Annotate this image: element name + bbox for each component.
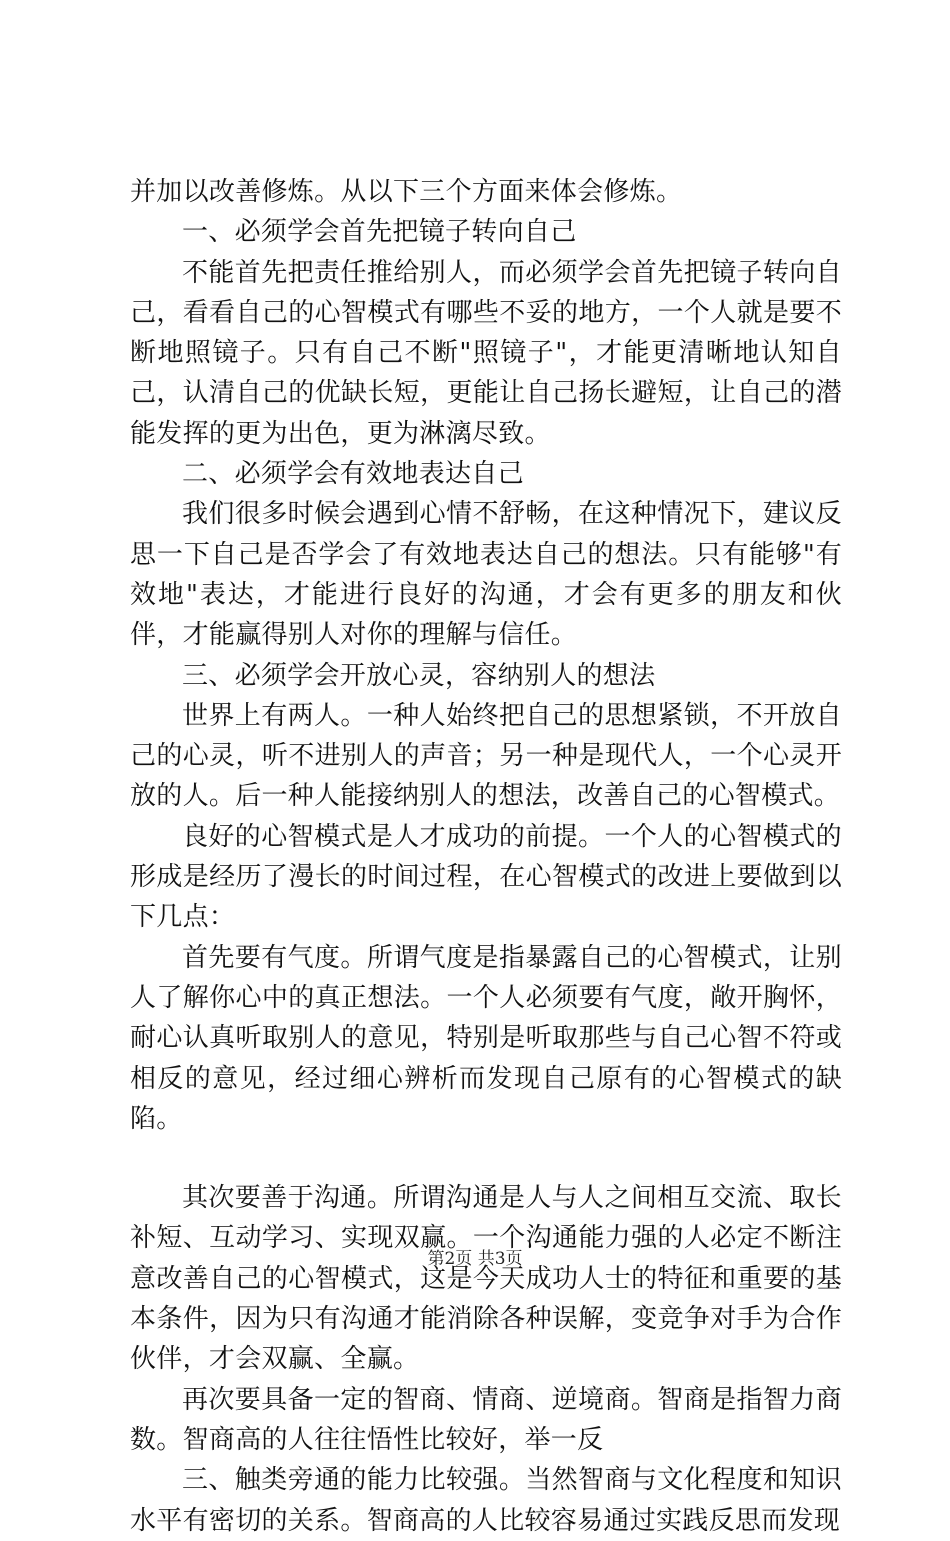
paragraph-continuation: 并加以改善修炼。从以下三个方面来体会修炼。 — [130, 177, 683, 207]
paragraph: 再次要具备一定的智商、情商、逆境商。智商是指智力商数。智商高的人往往悟性比较好，举一反 — [130, 1384, 842, 1455]
paragraph: 三、触类旁通的能力比较强。当然智商与文化程度和知识水平有密切的关系。智商高的人比较容易通过实践反思而发现 — [130, 1465, 842, 1536]
document-body — [130, 172, 842, 1541]
page-footer: 第2页 共3页 — [427, 1249, 523, 1269]
paragraph: 不能首先把责任推给别人，而必须学会首先把镜子转向自己，看看自己的心智模式有哪些不妥的地方，一个人就是要不断地照镜子。只有自己不断"照镜子"，才能更清晰地认知自己，认清自己的优缺长短，更能让自己扬长避短，让自己的潜能发挥的更为出色，更为淋漓尽致。 — [130, 257, 842, 449]
paragraph: 我们很多时候会遇到心情不舒畅，在这种情况下，建议反思一下自己是否学会了有效地表达自己的想法。只有能够"有效地"表达，才能进行良好的沟通，才会有更多的朋友和伙伴，才能赢得别人对你的理解与信任。 — [130, 499, 842, 651]
section-heading-1: 一、必须学会首先把镜子转向自己 — [182, 217, 577, 248]
section-heading-3: 三、必须学会开放心灵，容纳别人的想法 — [182, 660, 656, 691]
paragraph: 其次要善于沟通。所谓沟通是人与人之间相互交流、取长补短、互动学习、实现双赢。一个沟通能力强的人必定不断注意改善自己的心智模式，这是今天成功人士的特征和重要的基本条件，因为只有沟通才能消除各种误解，变竞争对手为合作伙伴，才会双赢、全赢。 — [130, 1183, 842, 1375]
paragraph: 首先要有气度。所谓气度是指暴露自己的心智模式，让别人了解你心中的真正想法。一个人必须要有气度，敞开胸怀，耐心认真听取别人的意见，特别是听取那些与自己心智不符或相反的意见，经过细心辨析而发现自己原有的心智模式的缺陷。 — [130, 942, 842, 1134]
section-heading-2: 二、必须学会有效地表达自己 — [182, 459, 524, 490]
paragraph: 良好的心智模式是人才成功的前提。一个人的心智模式的形成是经历了漫长的时间过程，在心智模式的改进上要做到以下几点： — [130, 821, 842, 933]
paragraph: 世界上有两人。一种人始终把自己的思想紧锁，不开放自己的心灵，听不进别人的声音；另一种是现代人，一个心灵开放的人。后一种人能接纳别人的想法，改善自己的心智模式。 — [130, 700, 842, 812]
